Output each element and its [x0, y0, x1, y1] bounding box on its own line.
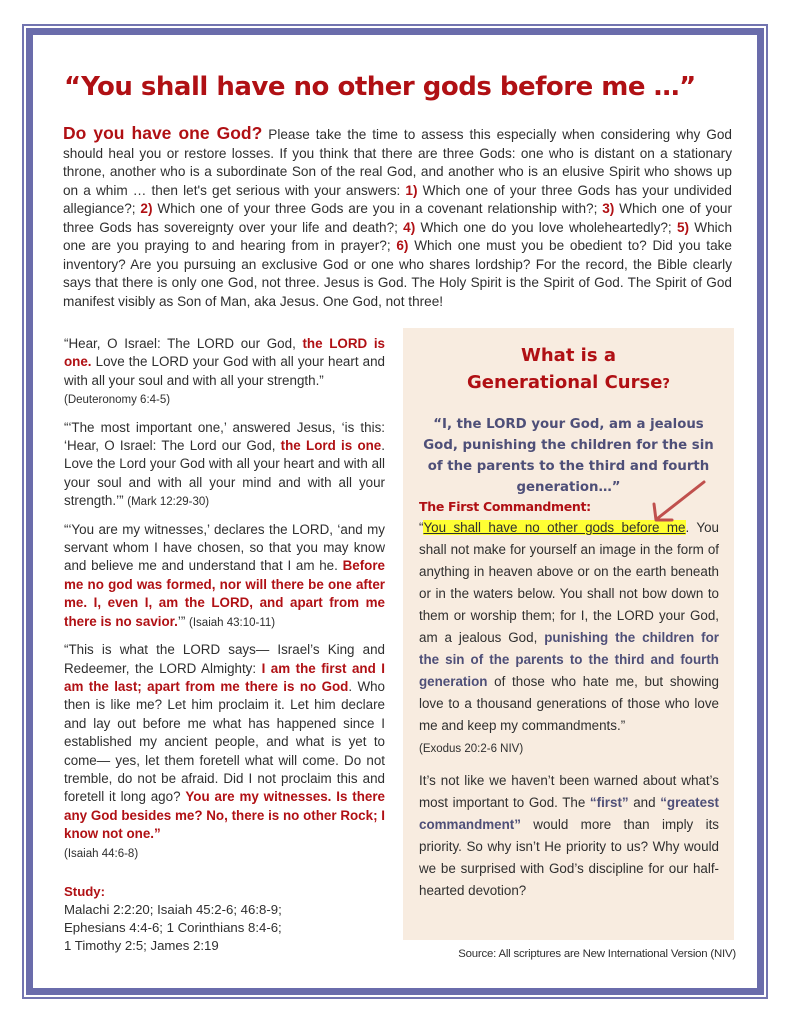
highlighted-commandment: You shall have no other gods before me	[423, 520, 686, 535]
verse-reference: (Mark 12:29-30)	[127, 496, 210, 509]
verse-emphasis: the LORD is one.	[64, 336, 385, 370]
box-title-mark: ?	[662, 377, 670, 392]
verse-text: “‘The most important one,’ answered Jesus, ‘is this: ‘Hear, O Israel: The Lord our God,	[64, 419, 385, 454]
study-line: Ephesians 4:4-6; 1 Corinthians 8:4-6;	[64, 920, 282, 935]
question-number: 6)	[396, 238, 409, 253]
verse-emphasis: the Lord is one	[280, 438, 382, 454]
verse-isaiah-43	[64, 521, 385, 632]
question-text: Which one of your three Gods are you in a covenant relationship with?;	[152, 201, 603, 216]
reflection-text: would more than imply its priority. So why isn’t He priority to us? Why would we be surprised with God’s discipline for our half-hearted devotion?	[419, 817, 719, 898]
commandment-text: . You shall not make for yourself an image in the form of anything in heaven above or on the earth beneath or in the waters below. You shall not bow down to them or worship them; for I, the LORD your God, am a jealous God,	[419, 520, 719, 645]
intro-text: Please take the time to assess this especially when considering why God should heal you or restore losses. If you think that there are three Gods: one who is distant on a stationary throne, another who is a subordinate Son of the real God, and another who is an elusive Spirit who shows up on a whim … then let's get serious with your answers:	[63, 127, 732, 198]
generational-curse-box	[403, 328, 734, 940]
verse-text: “This is what the LORD says— Israel’s King and Redeemer, the LORD Almighty:	[64, 642, 385, 676]
first-commandment-text	[419, 517, 719, 760]
verse-mark	[64, 419, 385, 512]
reflection-text: and	[628, 795, 661, 810]
arrow-icon	[640, 478, 710, 526]
reflection-text: It’s not like we haven’t been warned about what’s most important to God. The	[419, 773, 719, 810]
reflection-emphasis: “first”	[589, 795, 629, 810]
box-title	[403, 342, 734, 398]
question-number: 5)	[676, 219, 690, 235]
intro-paragraph	[63, 124, 732, 311]
scripture-column	[64, 335, 385, 872]
verse-emphasis: Before me no god was formed, nor will there be one after me. I, even I, am the LORD, and apart from me there is no savior.	[64, 558, 385, 629]
question-text: Which one must you be obedient to? Did you take inventory? Are you pursuing an exclusive God or one who shares lordship? For the record, the Bible clearly says that there is only one God, not three. Jesus is God. The Holy Spirit is the Spirit of God. The Spirit of God manifest visibly as Son of Man, aka Jesus. One God, not three!	[63, 238, 732, 309]
question-text: Which one do you love wholeheartedly?;	[415, 219, 677, 235]
page-title: “You shall have no other gods before me …”	[64, 72, 696, 102]
commandment-emphasis: punishing the children for the sin of the parents to the third and fourth generation	[419, 630, 719, 689]
box-reflection	[419, 770, 719, 902]
question-text: Which one of your three Gods has sovereignty over your life and death?;	[63, 201, 732, 235]
study-line: 1 Timothy 2:5; James 2:19	[64, 938, 219, 953]
source-note: Source: All scriptures are New International Version (NIV)	[458, 948, 736, 960]
verse-text: “Hear, O Israel: The LORD our God,	[64, 336, 303, 351]
commandment-reference: (Exodus 20:2-6 NIV)	[419, 743, 524, 755]
question-text: Which one are you praying to and hearing from in prayer?;	[63, 219, 733, 253]
verse-emphasis: I am the first and I am the last; apart from me there is no God	[64, 660, 385, 694]
verse-emphasis: You are my witnesses. Is there any God besides me? No, there is no other Rock; I know not one.	[64, 789, 385, 842]
verse-text: ”	[154, 826, 161, 842]
question-number: 2)	[140, 201, 153, 216]
verse-deuteronomy	[64, 335, 385, 410]
quote-mark: “	[419, 520, 424, 535]
box-quote: “I, the LORD your God, am a jealous God, punishing the children for the sin of the parents to the third and fourth generation…”	[423, 417, 714, 495]
verse-text: . Who then is like me? Let him proclaim it. Let him declare and lay out before me what has happened since I established my ancient people, and what is yet to come— yes, let them foretell what will come. Do not tremble, do not be afraid. Did I not proclaim this and foretell it long ago?	[64, 678, 385, 805]
study-references	[64, 883, 385, 955]
first-commandment-heading: The First Commandment:	[419, 499, 591, 514]
verse-text: ’”	[177, 613, 190, 629]
question-number: 1)	[405, 182, 418, 198]
verse-text: Love the LORD your God with all your heart and with all your soul and with all your strength.”	[64, 354, 385, 388]
commandment-text: of those who hate me, but showing love to a thousand generations of those who love me and keep my commandments.”	[419, 674, 719, 733]
verse-isaiah-44	[64, 641, 385, 863]
question-number: 3)	[602, 201, 615, 216]
question-text: Which one of your three Gods has your undivided allegiance?;	[63, 182, 732, 216]
question-number: 4)	[403, 219, 416, 235]
box-title-line: Generational Curse	[467, 372, 663, 393]
verse-reference: (Isaiah 44:6-8)	[64, 847, 139, 860]
reflection-emphasis: “greatest commandment”	[419, 795, 719, 832]
intro-lead: Do you have one God?	[63, 123, 263, 143]
verse-text: “‘You are my witnesses,’ declares the LORD, ‘and my servant whom I have chosen, so that you may know and believe me and understand that I am he.	[64, 521, 385, 574]
verse-reference: (Isaiah 43:10-11)	[189, 616, 276, 629]
verse-text: . Love the Lord your God with all your heart and with all your soul and with all your mind and with all your strength.’”	[64, 438, 385, 509]
study-line: Malachi 2:2:20; Isaiah 45:2-6; 46:8-9;	[64, 902, 282, 917]
box-title-line: What is a	[521, 345, 616, 366]
study-title: Study:	[64, 884, 106, 899]
verse-reference: (Deuteronomy 6:4-5)	[64, 394, 171, 407]
